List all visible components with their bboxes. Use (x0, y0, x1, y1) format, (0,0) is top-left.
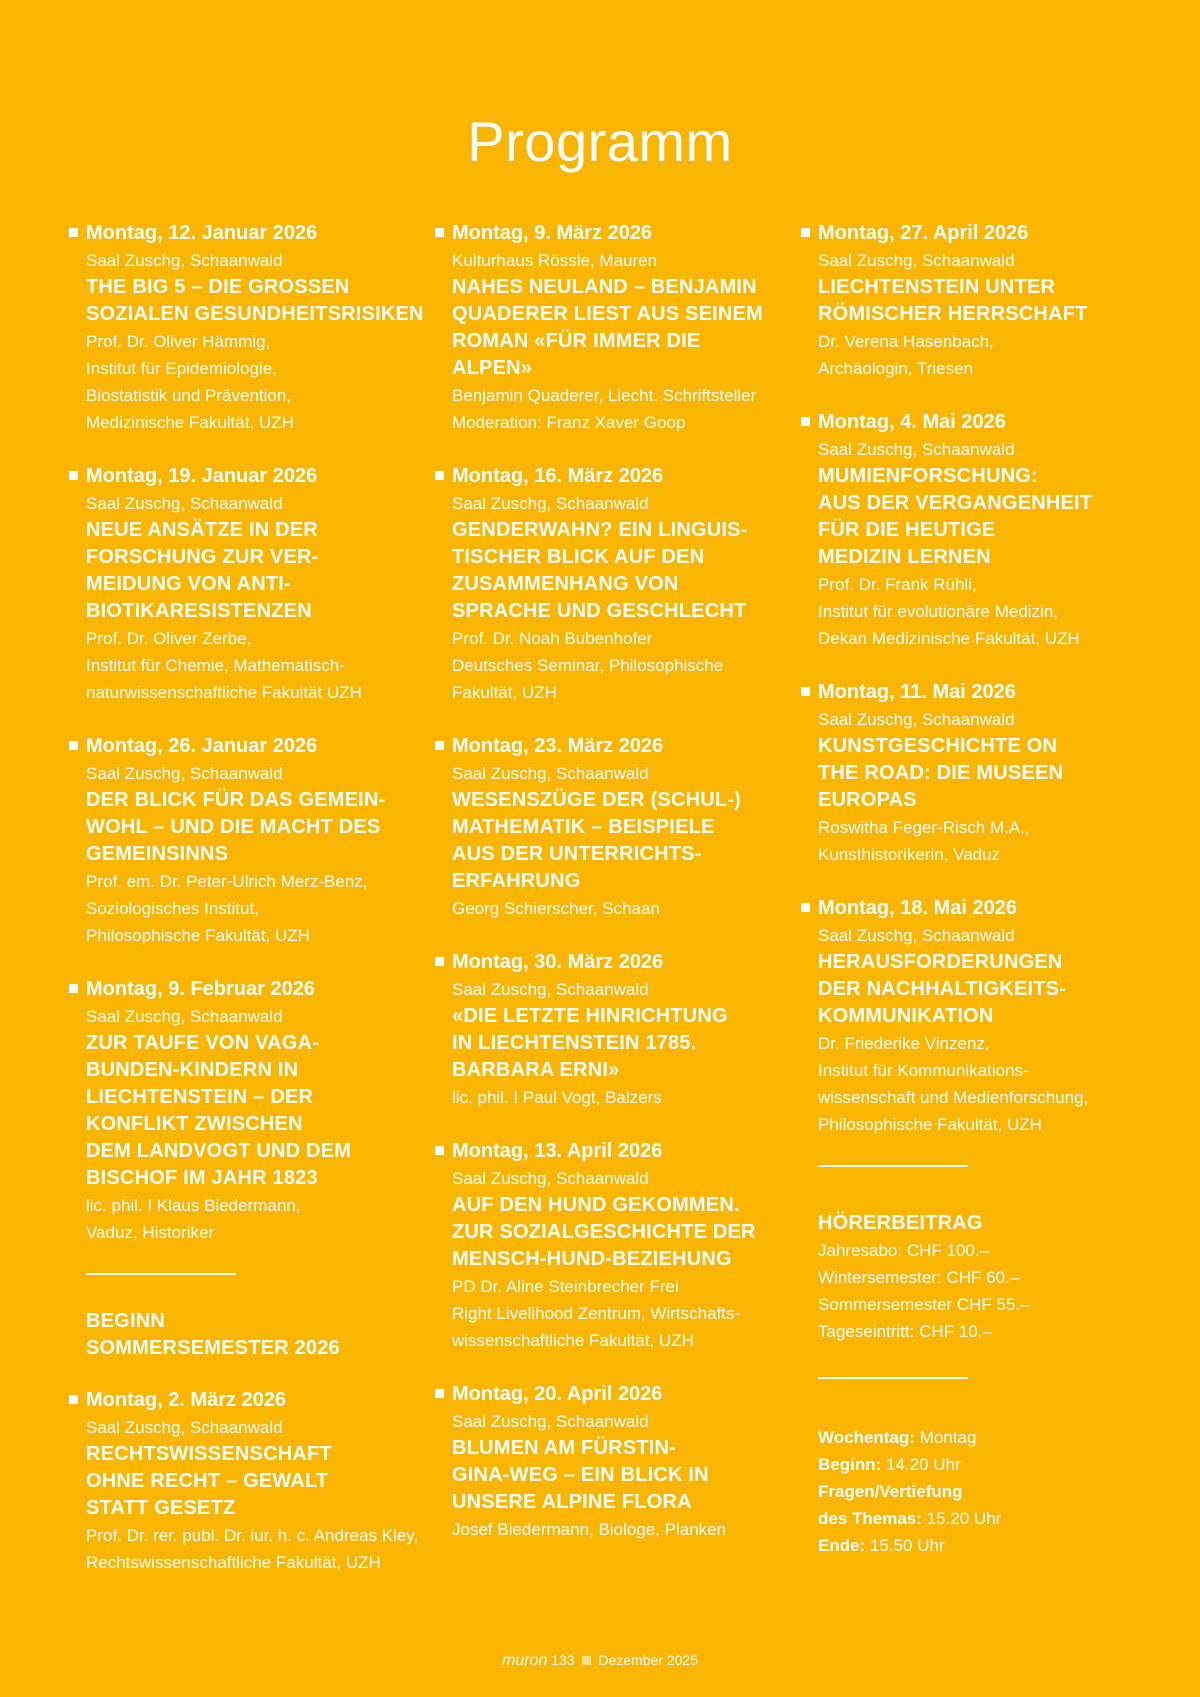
schedule-line (818, 1424, 1158, 1451)
event-title-line: MEIDUNG VON ANTI- (86, 573, 291, 595)
event-title (452, 1435, 792, 1516)
event-title (86, 274, 426, 328)
event-title (86, 517, 426, 625)
event-venue: Saal Zuschg, Schaanwald (86, 1007, 283, 1026)
event-title-line: KONFLIKT ZWISCHEN (86, 1113, 303, 1135)
program-event (452, 949, 792, 1111)
bullet-square-icon (435, 471, 444, 480)
bullet-square-icon (69, 1395, 78, 1404)
event-title-line: TISCHER BLICK AUF DEN (452, 546, 705, 568)
event-title-line: WOHL – UND DIE MACHT DES (86, 816, 381, 838)
event-title-line: GINA-WEG – EIN BLICK IN (452, 1464, 709, 1486)
event-title-line: ZUR TAUFE VON VAGA- (86, 1032, 320, 1054)
bullet-square-icon (69, 228, 78, 237)
section-heading-line: SOMMERSEMESTER 2026 (86, 1337, 340, 1359)
program-column-3 (818, 220, 1158, 1559)
event-venue: Saal Zuschg, Schaanwald (818, 440, 1015, 459)
event-title (818, 949, 1158, 1030)
event-speaker (818, 328, 1158, 382)
page-title: Programm (467, 110, 733, 173)
program-event (86, 463, 426, 706)
event-title-line: GEMEINSINNS (86, 843, 229, 865)
program-event (86, 1387, 426, 1576)
event-speaker-line: Dr. Verena Hasenbach, (818, 332, 994, 351)
event-title-line: BIOTIKARESISTENZEN (86, 600, 312, 622)
event-venue: Saal Zuschg, Schaanwald (818, 251, 1015, 270)
magazine-name: muron (501, 1652, 548, 1669)
program-column-2 (452, 220, 792, 1570)
bullet-square-icon (801, 228, 810, 237)
program-event (452, 1381, 792, 1543)
schedule-value: 15.50 Uhr (865, 1536, 945, 1555)
event-date: Montag, 26. Januar 2026 (86, 735, 318, 757)
event-title-line: SOZIALEN GESUNDHEITSRISIKEN (86, 303, 424, 325)
event-date: Montag, 23. März 2026 (452, 735, 664, 757)
event-speaker-line: lic. phil. I Klaus Biedermann, (86, 1196, 301, 1215)
event-title-line: BUNDEN-KINDERN IN (86, 1059, 299, 1081)
event-title-line: HERAUSFORDERUNGEN (818, 951, 1063, 973)
event-title-line: IN LIECHTENSTEIN 1785. (452, 1032, 697, 1054)
event-speaker (452, 625, 792, 706)
event-title-line: KUNSTGESCHICHTE ON (818, 735, 1058, 757)
event-speaker-line: Deutsches Seminar, Philosophische (452, 656, 724, 675)
event-speaker-line: Medizinische Fakultät, UZH (86, 413, 294, 432)
event-speaker-line: Institut für Kommunikations- (818, 1061, 1029, 1080)
program-event (818, 679, 1158, 868)
schedule-label: Wochentag: (818, 1428, 915, 1447)
bullet-square-icon (69, 471, 78, 480)
event-title-line: ZUSAMMENHANG VON (452, 573, 679, 595)
event-title-line: FORSCHUNG ZUR VER- (86, 546, 319, 568)
event-title-line: ALPEN» (452, 357, 533, 379)
page-footer (0, 1650, 1200, 1671)
event-speaker-line: Institut für Chemie, Mathematisch- (86, 656, 345, 675)
schedule-label: Ende: (818, 1536, 866, 1555)
event-title (452, 1192, 792, 1273)
event-venue: Saal Zuschg, Schaanwald (818, 710, 1015, 729)
event-title-line: QUADERER LIEST AUS SEINEM (452, 303, 763, 325)
event-title-line: MENSCH-HUND-BEZIEHUNG (452, 1248, 732, 1270)
event-title-line: MATHEMATIK – BEISPIELE (452, 816, 715, 838)
event-speaker (452, 382, 792, 436)
event-title (452, 787, 792, 895)
event-date: Montag, 2. März 2026 (86, 1389, 287, 1411)
event-title-line: BLUMEN AM FÜRSTIN- (452, 1437, 676, 1459)
event-speaker-line: Josef Biedermann, Biologe, Planken (452, 1520, 727, 1539)
event-title-line: LIECHTENSTEIN – DER (86, 1086, 314, 1108)
event-title-line: ROMAN «FÜR IMMER DIE (452, 330, 701, 352)
event-title-line: BISCHOF IM JAHR 1823 (86, 1167, 318, 1189)
event-title (86, 787, 426, 868)
schedule-label: Fragen/Vertiefung (818, 1482, 963, 1501)
schedule-label: des Themas: (818, 1509, 922, 1528)
fees-divider (818, 1165, 968, 1167)
event-title-line: KOMMUNIKATION (818, 1005, 994, 1027)
event-title-line: SPRACHE UND GESCHLECHT (452, 600, 747, 622)
event-speaker-line: Prof. Dr. rer. publ. Dr. iur. h. c. Andreas Kley, (86, 1526, 419, 1545)
event-date: Montag, 20. April 2026 (452, 1383, 663, 1405)
event-title (818, 274, 1158, 328)
bullet-square-icon (435, 957, 444, 966)
event-date: Montag, 13. April 2026 (452, 1140, 663, 1162)
event-title (452, 517, 792, 625)
event-speaker (452, 1084, 792, 1111)
bullet-square-icon (435, 741, 444, 750)
bullet-square-icon (435, 1146, 444, 1155)
event-speaker (818, 814, 1158, 868)
event-speaker-line: Institut für Epidemiologie, (86, 359, 277, 378)
event-list-summer-1 (86, 1387, 426, 1576)
event-list-2 (452, 220, 792, 1543)
fee-line: Jahresabo: CHF 100.– (818, 1241, 990, 1260)
event-title-line: AUS DER UNTERRICHTS- (452, 843, 702, 865)
event-title-line: NEUE ANSÄTZE IN DER (86, 519, 318, 541)
event-venue: Saal Zuschg, Schaanwald (86, 764, 283, 783)
event-speaker-line: Prof. Dr. Noah Bubenhofer (452, 629, 653, 648)
fees-heading: HÖRERBEITRAG (818, 1212, 983, 1234)
event-date: Montag, 19. Januar 2026 (86, 465, 318, 487)
event-date: Montag, 16. März 2026 (452, 465, 664, 487)
event-date: Montag, 27. April 2026 (818, 222, 1029, 244)
event-speaker (452, 1273, 792, 1354)
event-title-line: BARBARA ERNI» (452, 1059, 620, 1081)
event-title (818, 463, 1158, 571)
program-event (86, 976, 426, 1246)
schedule-value: 14.20 Uhr (881, 1455, 961, 1474)
event-venue: Saal Zuschg, Schaanwald (452, 764, 649, 783)
bullet-square-icon (801, 687, 810, 696)
event-title-line: LIECHTENSTEIN UNTER (818, 276, 1056, 298)
event-date: Montag, 12. Januar 2026 (86, 222, 318, 244)
schedule-value: 15.20 Uhr (921, 1509, 1002, 1528)
event-speaker (86, 1192, 426, 1246)
separator-square-icon (582, 1656, 591, 1665)
event-venue: Saal Zuschg, Schaanwald (452, 1412, 649, 1431)
event-title-line: ERFAHRUNG (452, 870, 581, 892)
event-title-line: AUF DEN HUND GEKOMMEN. (452, 1194, 740, 1216)
event-list-winter-1 (86, 220, 426, 1246)
event-date: Montag, 9. März 2026 (452, 222, 653, 244)
event-venue: Saal Zuschg, Schaanwald (86, 1418, 283, 1437)
program-event (452, 220, 792, 436)
schedule-block (818, 1424, 1158, 1559)
event-speaker-line: Biostatistik und Prävention, (86, 386, 292, 405)
event-date: Montag, 9. Februar 2026 (86, 978, 315, 1000)
event-venue: Saal Zuschg, Schaanwald (452, 494, 649, 513)
event-title-line: DEM LANDVOGT UND DEM (86, 1140, 352, 1162)
event-venue: Saal Zuschg, Schaanwald (86, 251, 283, 270)
event-title (86, 1030, 426, 1192)
event-title-line: DER BLICK FÜR DAS GEMEIN- (86, 789, 386, 811)
event-title-line: WESENSZÜGE DER (SCHUL-) (452, 789, 742, 811)
event-speaker-line: naturwissenschaftliche Fakultät UZH (86, 683, 362, 702)
event-speaker-line: Dr. Friederike Vinzenz, (818, 1034, 990, 1053)
event-speaker-line: Vaduz, Historiker (86, 1223, 215, 1242)
event-title-line: EUROPAS (818, 789, 917, 811)
event-venue: Saal Zuschg, Schaanwald (452, 1169, 649, 1188)
event-speaker-line: wissenschaft und Medienforschung, (818, 1088, 1089, 1107)
event-title-line: OHNE RECHT – GEWALT (86, 1470, 329, 1492)
event-date: Montag, 11. Mai 2026 (818, 681, 1016, 703)
fee-line: Sommersemester CHF 55.– (818, 1295, 1030, 1314)
event-title (452, 1003, 792, 1084)
event-title-line: NAHES NEULAND – BENJAMIN (452, 276, 757, 298)
event-speaker-line: lic. phil. I Paul Vogt, Balzers (452, 1088, 662, 1107)
event-speaker (86, 625, 426, 706)
event-title-line: RECHTSWISSENSCHAFT (86, 1443, 332, 1465)
schedule-value: Montag (914, 1428, 977, 1447)
schedule-line (818, 1505, 1158, 1532)
event-speaker-line: Rechtswissenschaftliche Fakultät, UZH (86, 1553, 381, 1572)
fees-block (818, 1210, 1158, 1345)
bullet-square-icon (69, 984, 78, 993)
event-title-line: AUS DER VERGANGENHEIT (818, 492, 1093, 514)
section-heading-summer (86, 1308, 426, 1362)
program-event (452, 733, 792, 922)
program-event (86, 733, 426, 949)
event-title-line: «DIE LETZTE HINRICHTUNG (452, 1005, 728, 1027)
schedule-label: Beginn: (818, 1455, 882, 1474)
event-title-line: THE BIG 5 – DIE GROSSEN (86, 276, 350, 298)
event-venue: Saal Zuschg, Schaanwald (86, 494, 283, 513)
event-title-line: ZUR SOZIALGESCHICHTE DER (452, 1221, 756, 1243)
program-event (452, 1138, 792, 1354)
event-speaker-line: Archäologin, Triesen (818, 359, 973, 378)
event-date: Montag, 30. März 2026 (452, 951, 664, 973)
program-event (86, 220, 426, 436)
program-event (452, 463, 792, 706)
event-speaker-line: Benjamin Quaderer, Liecht. Schriftsteller (452, 386, 757, 405)
program-column-1 (86, 220, 426, 1603)
event-title-line: MEDIZIN LERNEN (818, 546, 991, 568)
program-event (818, 220, 1158, 382)
program-event (818, 409, 1158, 652)
event-speaker-line: Fakultät, UZH (452, 683, 557, 702)
event-speaker-line: PD Dr. Aline Steinbrecher Frei (452, 1277, 679, 1296)
event-speaker (452, 895, 792, 922)
event-title (86, 1441, 426, 1522)
event-speaker-line: Institut für evolutionäre Medizin, (818, 602, 1059, 621)
event-speaker-line: wissenschaftliche Fakultät, UZH (452, 1331, 694, 1350)
event-title-line: DER NACHHALTIGKEITS- (818, 978, 1067, 1000)
event-speaker-line: Philosophische Fakultät, UZH (818, 1115, 1042, 1134)
program-event (818, 895, 1158, 1138)
event-speaker-line: Moderation: Franz Xaver Goop (452, 413, 686, 432)
event-venue: Saal Zuschg, Schaanwald (818, 926, 1015, 945)
schedule-line (818, 1451, 1158, 1478)
issue-number: 133 (551, 1652, 575, 1668)
bullet-square-icon (801, 903, 810, 912)
issue-date: Dezember 2025 (598, 1652, 698, 1668)
event-list-3 (818, 220, 1158, 1138)
event-speaker-line: Soziologisches Institut, (86, 899, 259, 918)
event-title-line: RÖMISCHER HERRSCHAFT (818, 303, 1088, 325)
event-speaker-line: Philosophische Fakultät, UZH (86, 926, 310, 945)
event-speaker (818, 571, 1158, 652)
event-title-line: UNSERE ALPINE FLORA (452, 1491, 692, 1513)
schedule-divider (818, 1377, 968, 1379)
schedule-line (818, 1532, 1158, 1559)
fee-line: Tageseintritt: CHF 10.– (818, 1322, 992, 1341)
schedule-line (818, 1478, 1158, 1505)
section-divider (86, 1273, 236, 1275)
section-heading-line: BEGINN (86, 1310, 165, 1332)
event-speaker-line: Prof. Dr. Oliver Zerbe, (86, 629, 252, 648)
event-venue: Saal Zuschg, Schaanwald (452, 980, 649, 999)
event-title (818, 733, 1158, 814)
event-title-line: GENDERWAHN? EIN LINGUIS- (452, 519, 748, 541)
event-speaker (818, 1030, 1158, 1138)
bullet-square-icon (801, 417, 810, 426)
event-speaker (86, 868, 426, 949)
event-speaker (452, 1516, 792, 1543)
event-speaker-line: Georg Schierscher, Schaan (452, 899, 660, 918)
event-title (452, 274, 792, 382)
event-speaker-line: Prof. em. Dr. Peter-Ulrich Merz-Benz, (86, 872, 368, 891)
event-speaker-line: Prof. Dr. Oliver Hämmig, (86, 332, 271, 351)
bullet-square-icon (435, 228, 444, 237)
fee-line: Wintersemester: CHF 60.– (818, 1268, 1020, 1287)
event-speaker-line: Roswitha Feger-Risch M.A., (818, 818, 1030, 837)
event-speaker-line: Dekan Medizinische Fakultät, UZH (818, 629, 1080, 648)
bullet-square-icon (69, 741, 78, 750)
event-speaker (86, 1522, 426, 1576)
event-date: Montag, 18. Mai 2026 (818, 897, 1017, 919)
event-title-line: THE ROAD: DIE MUSEEN (818, 762, 1064, 784)
event-title-line: FÜR DIE HEUTIGE (818, 519, 996, 541)
event-speaker-line: Prof. Dr. Frank Rühli, (818, 575, 977, 594)
event-venue: Kulturhaus Rössle, Mauren (452, 251, 658, 270)
event-speaker-line: Kunsthistorikerin, Vaduz (818, 845, 1001, 864)
event-title-line: MUMIENFORSCHUNG: (818, 465, 1038, 487)
event-speaker-line: Right Livelihood Zentrum, Wirtschafts- (452, 1304, 741, 1323)
bullet-square-icon (435, 1389, 444, 1398)
event-speaker (86, 328, 426, 436)
event-date: Montag, 4. Mai 2026 (818, 411, 1006, 433)
event-title-line: STATT GESETZ (86, 1497, 236, 1519)
